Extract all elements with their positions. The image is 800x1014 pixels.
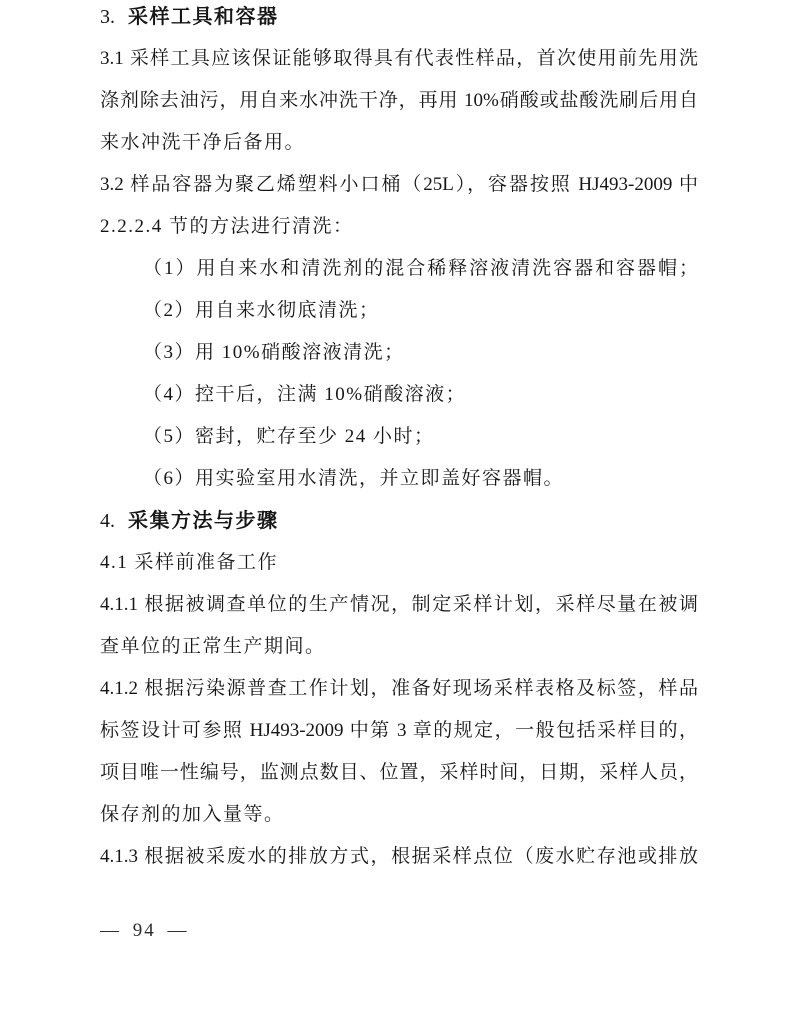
- cleaning-step-item: （6）用实验室用水清洗，并立即盖好容器帽。: [143, 468, 565, 489]
- para-3-1-line: 来水冲洗干净后备用。: [100, 132, 306, 153]
- section-4-number: 4.: [100, 510, 115, 532]
- section-3-heading: [100, 0, 698, 38]
- para-4-1-2-line: 项目唯一性编号，监测点数目、位置，采样时间，日期，采样人员，: [100, 762, 698, 783]
- section-4-title: 采集方法与步骤: [128, 510, 279, 532]
- section-3-number: 3.: [100, 6, 115, 28]
- para-3-2-line: 2.2.2.4 节的方法进行清洗：: [100, 216, 354, 237]
- para-3-2-line: 3.2 样品容器为聚乙烯塑料小口桶（25L），容器按照 HJ493-2009 中: [100, 174, 698, 195]
- para-3-1-line: 3.1 采样工具应该保证能够取得具有代表性样品，首次使用前先用洗: [100, 48, 698, 69]
- page-number: — 94 —: [100, 920, 189, 941]
- para-4-1-line: 4.1 采样前准备工作: [100, 552, 279, 573]
- para-4-1-1-line: 查单位的正常生产期间。: [100, 636, 326, 657]
- para-4-1-2-line: 标签设计可参照 HJ493-2009 中第 3 章的规定，一般包括采样目的，: [100, 720, 698, 741]
- section-3-title: 采样工具和容器: [128, 6, 279, 28]
- cleaning-step-item: （5）密封，贮存至少 24 小时；: [143, 426, 435, 447]
- para-4-1-3-line: 4.1.3 根据被采废水的排放方式，根据采样点位（废水贮存池或排放: [100, 846, 698, 867]
- cleaning-step-item: （2）用自来水彻底清洗；: [143, 300, 380, 321]
- para-4-1-2-line: 4.1.2 根据污染源普查工作计划，准备好现场采样表格及标签，样品: [100, 678, 698, 699]
- cleaning-step-item: （1）用自来水和清洗剂的混合稀释溶液清洗容器和容器帽；: [143, 258, 698, 279]
- para-3-1-line: 涤剂除去油污，用自来水冲洗干净，再用 10%硝酸或盐酸洗刷后用自: [100, 90, 698, 111]
- para-4-1-2-line: 保存剂的加入量等。: [100, 804, 285, 825]
- cleaning-step-item: （4）控干后，注满 10%硝酸溶液；: [143, 384, 467, 405]
- cleaning-step-item: （3）用 10%硝酸溶液清洗；: [143, 342, 405, 363]
- section-4-heading: [100, 500, 698, 542]
- para-4-1-1-line: 4.1.1 根据被调查单位的生产情况，制定采样计划，采样尽量在被调: [100, 594, 698, 615]
- document-content: [100, 0, 698, 878]
